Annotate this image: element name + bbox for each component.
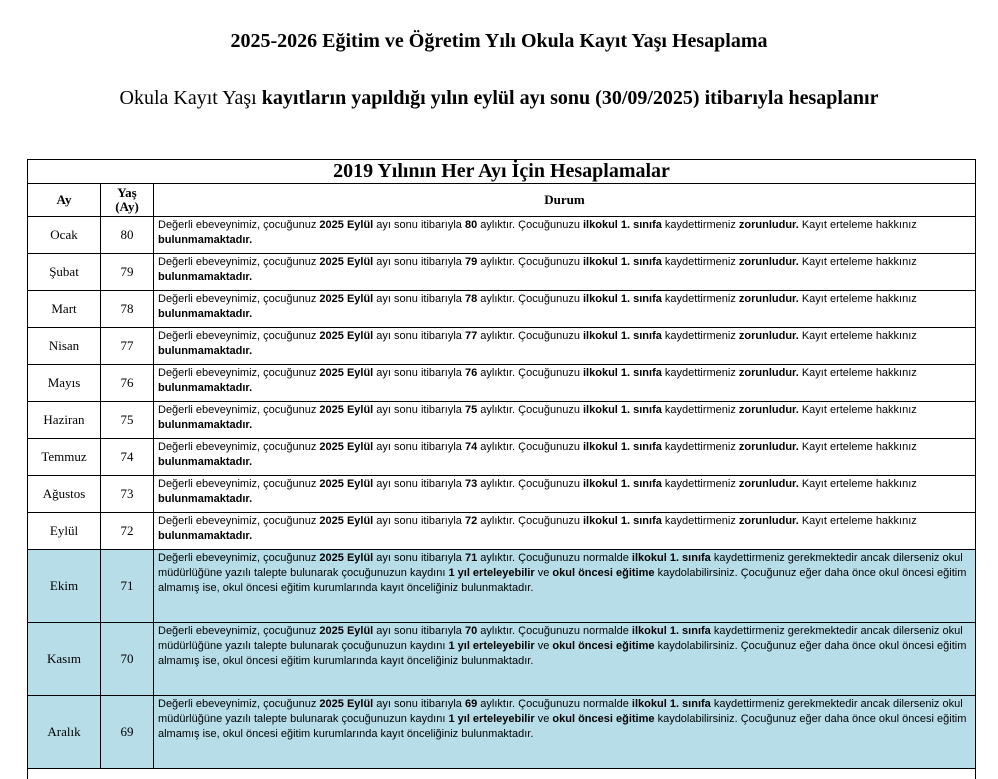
table-row-partial (28, 769, 976, 779)
status-text: ayı sonu itibarıyla (373, 293, 465, 305)
status-text: ayı sonu itibarıyla (373, 441, 465, 453)
table-row (28, 291, 976, 328)
status-text: kaydettirmeniz (662, 478, 739, 490)
status-text: Değerli ebeveynimiz, çocuğunuz (158, 515, 319, 527)
age-cell: 69 (101, 696, 154, 769)
status-text: zorunludur. (739, 515, 799, 527)
status-text: zorunludur. (739, 367, 799, 379)
status-age: 73 (465, 478, 477, 490)
status-text: Kayıt erteleme hakkınız (799, 256, 917, 268)
status-age: 71 (465, 552, 477, 564)
status-text: aylıktır. Çocuğunuzu (477, 515, 583, 527)
status-text: zorunludur. (739, 219, 799, 231)
status-age: 80 (465, 219, 477, 231)
age-cell: 79 (101, 254, 154, 291)
status-text: ilkokul 1. sınıfa (583, 441, 662, 453)
header-age-line2: (Ay) (115, 199, 139, 214)
status-text: 2025 Eylül (319, 478, 373, 490)
status-text: ilkokul 1. sınıfa (583, 515, 662, 527)
status-text: 2025 Eylül (319, 441, 373, 453)
status-text: ayı sonu itibarıyla (373, 552, 465, 564)
status-cell (154, 550, 976, 623)
month-cell: Eylül (28, 513, 101, 550)
age-cell: 72 (101, 513, 154, 550)
table-row (28, 328, 976, 365)
status-text: kaydettirmeniz (662, 404, 739, 416)
status-text: zorunludur. (739, 293, 799, 305)
status-text: Değerli ebeveynimiz, çocuğunuz (158, 478, 319, 490)
status-text: 2025 Eylül (319, 552, 373, 564)
status-text: ayı sonu itibarıyla (373, 330, 465, 342)
age-cell: 74 (101, 439, 154, 476)
table-row (28, 696, 976, 769)
header-age (101, 184, 154, 217)
status-text: aylıktır. Çocuğunuzu (477, 404, 583, 416)
status-text: bulunmamaktadır. (158, 382, 252, 394)
status-text: ayı sonu itibarıyla (373, 219, 465, 231)
table-row (28, 217, 976, 254)
status-cell (154, 402, 976, 439)
status-text: 2025 Eylül (319, 293, 373, 305)
status-text: zorunludur. (739, 478, 799, 490)
age-cell: 80 (101, 217, 154, 254)
status-text: kaydettirmeniz (662, 293, 739, 305)
status-text: Kayıt erteleme hakkınız (799, 367, 917, 379)
status-text: aylıktır. Çocuğunuzu (477, 293, 583, 305)
status-text: okul öncesi eğitime (552, 640, 654, 652)
header-month: Ay (28, 184, 101, 217)
status-text: 2025 Eylül (319, 367, 373, 379)
status-text: 2025 Eylül (319, 625, 373, 637)
table-row (28, 402, 976, 439)
table-row (28, 550, 976, 623)
status-text: 2025 Eylül (319, 698, 373, 710)
status-text: aylıktır. Çocuğunuzu normalde (477, 552, 632, 564)
month-cell: Kasım (28, 623, 101, 696)
status-text: aylıktır. Çocuğunuzu normalde (477, 625, 632, 637)
status-text: ilkokul 1. sınıfa (583, 330, 662, 342)
status-cell (154, 217, 976, 254)
status-age: 78 (465, 293, 477, 305)
status-text: bulunmamaktadır. (158, 493, 252, 505)
status-text: aylıktır. Çocuğunuzu (477, 219, 583, 231)
status-text: kaydettirmeniz gerekmektedir ancak dilerseniz okul müdürlüğüne yazılı talepte bulunarak çocuğunuzun kaydını (158, 625, 963, 652)
status-text: 2025 Eylül (319, 256, 373, 268)
status-cell (154, 365, 976, 402)
month-cell: Aralık (28, 696, 101, 769)
status-age: 72 (465, 515, 477, 527)
age-cell: 70 (101, 623, 154, 696)
status-text: bulunmamaktadır. (158, 234, 252, 246)
status-text: Değerli ebeveynimiz, çocuğunuz (158, 625, 319, 637)
month-cell: Mart (28, 291, 101, 328)
status-text: 2025 Eylül (319, 330, 373, 342)
status-text: okul öncesi eğitime (552, 713, 654, 725)
status-text: aylıktır. Çocuğunuzu (477, 478, 583, 490)
status-text: kaydettirmeniz gerekmektedir ancak dilerseniz okul müdürlüğüne yazılı talepte bulunarak çocuğunuzun kaydını (158, 552, 963, 579)
status-age: 79 (465, 256, 477, 268)
status-text: ayı sonu itibarıyla (373, 367, 465, 379)
status-age: 70 (465, 625, 477, 637)
age-cell: 73 (101, 476, 154, 513)
table-row (28, 439, 976, 476)
age-table (27, 159, 976, 779)
subtitle-bold: kayıtların yapıldığı yılın eylül ayı sonu (30/09/2025) itibarıyla hesaplanır (262, 87, 879, 109)
status-age: 77 (465, 330, 477, 342)
status-age: 69 (465, 698, 477, 710)
status-text: Değerli ebeveynimiz, çocuğunuz (158, 367, 319, 379)
status-text: bulunmamaktadır. (158, 345, 252, 357)
status-text: kaydettirmeniz (662, 367, 739, 379)
status-text: ilkokul 1. sınıfa (583, 256, 662, 268)
status-text: Kayıt erteleme hakkınız (799, 219, 917, 231)
status-text: ayı sonu itibarıyla (373, 698, 465, 710)
status-text: kaydettirmeniz (662, 441, 739, 453)
table-row (28, 365, 976, 402)
status-age: 76 (465, 367, 477, 379)
status-text: Değerli ebeveynimiz, çocuğunuz (158, 552, 319, 564)
status-text: Değerli ebeveynimiz, çocuğunuz (158, 256, 319, 268)
status-text: 1 yıl erteleyebilir (448, 713, 534, 725)
status-text: ilkokul 1. sınıfa (583, 478, 662, 490)
status-text: bulunmamaktadır. (158, 271, 252, 283)
header-status: Durum (154, 184, 976, 217)
status-text: ilkokul 1. sınıfa (583, 404, 662, 416)
table-row (28, 623, 976, 696)
status-text: zorunludur. (739, 404, 799, 416)
status-text: Değerli ebeveynimiz, çocuğunuz (158, 698, 319, 710)
month-cell: Temmuz (28, 439, 101, 476)
status-text: Kayıt erteleme hakkınız (799, 293, 917, 305)
status-text: ayı sonu itibarıyla (373, 515, 465, 527)
status-text: zorunludur. (739, 441, 799, 453)
table-row (28, 513, 976, 550)
status-text: 2025 Eylül (319, 219, 373, 231)
status-text: ayı sonu itibarıyla (373, 256, 465, 268)
status-age: 74 (465, 441, 477, 453)
table-caption: 2019 Yılının Her Ayı İçin Hesaplamalar (28, 160, 976, 184)
status-text: kaydolabilirsiniz. Çocuğunuz eğer daha önce okul öncesi eğitim almamış ise, okul öncesi eğitim kurumlarında kayıt önceliğiniz bulunmaktadır. (158, 640, 966, 667)
age-cell: 76 (101, 365, 154, 402)
status-text: Değerli ebeveynimiz, çocuğunuz (158, 441, 319, 453)
status-text: Değerli ebeveynimiz, çocuğunuz (158, 293, 319, 305)
status-text: bulunmamaktadır. (158, 456, 252, 468)
status-text: kaydolabilirsiniz. Çocuğunuz eğer daha önce okul öncesi eğitim almamış ise, okul öncesi eğitim kurumlarında kayıt önceliğiniz bulunmaktadır. (158, 567, 966, 594)
status-cell (154, 696, 976, 769)
status-text: bulunmamaktadır. (158, 530, 252, 542)
table-row (28, 254, 976, 291)
status-text: Kayıt erteleme hakkınız (799, 330, 917, 342)
status-text: Kayıt erteleme hakkınız (799, 441, 917, 453)
status-cell (154, 623, 976, 696)
month-cell: Ekim (28, 550, 101, 623)
status-age: 75 (465, 404, 477, 416)
status-text: bulunmamaktadır. (158, 308, 252, 320)
status-text: Değerli ebeveynimiz, çocuğunuz (158, 219, 319, 231)
status-text: ilkokul 1. sınıfa (583, 367, 662, 379)
status-text: bulunmamaktadır. (158, 419, 252, 431)
status-cell (154, 439, 976, 476)
age-cell: 78 (101, 291, 154, 328)
status-text: Kayıt erteleme hakkınız (799, 478, 917, 490)
month-cell: Ağustos (28, 476, 101, 513)
status-text: ilkokul 1. sınıfa (632, 698, 711, 710)
month-cell: Ocak (28, 217, 101, 254)
status-text: ilkokul 1. sınıfa (632, 552, 711, 564)
page-title: 2025-2026 Eğitim ve Öğretim Yılı Okula Kayıt Yaşı Hesaplama (0, 30, 998, 53)
status-text: ayı sonu itibarıyla (373, 404, 465, 416)
page-subtitle (0, 87, 998, 110)
header-age-line1: Yaş (117, 185, 137, 200)
status-text: 1 yıl erteleyebilir (448, 640, 534, 652)
status-text: kaydettirmeniz (662, 515, 739, 527)
status-text: aylıktır. Çocuğunuzu (477, 367, 583, 379)
status-text: ilkokul 1. sınıfa (632, 625, 711, 637)
status-text: aylıktır. Çocuğunuzu (477, 441, 583, 453)
status-text: ilkokul 1. sınıfa (583, 219, 662, 231)
status-text: Değerli ebeveynimiz, çocuğunuz (158, 404, 319, 416)
status-text: zorunludur. (739, 330, 799, 342)
status-text: kaydettirmeniz (662, 219, 739, 231)
status-text: ve (535, 640, 553, 652)
status-text: okul öncesi eğitime (552, 567, 654, 579)
status-text: zorunludur. (739, 256, 799, 268)
partial-cell (28, 769, 976, 779)
age-cell: 75 (101, 402, 154, 439)
status-text: aylıktır. Çocuğunuzu (477, 330, 583, 342)
status-text: 2025 Eylül (319, 515, 373, 527)
status-text: kaydettirmeniz (662, 330, 739, 342)
status-text: kaydolabilirsiniz. Çocuğunuz eğer daha önce okul öncesi eğitim almamış ise, okul öncesi eğitim kurumlarında kayıt önceliğiniz bulunmaktadır. (158, 713, 966, 740)
month-cell: Nisan (28, 328, 101, 365)
age-cell: 77 (101, 328, 154, 365)
status-text: ayı sonu itibarıyla (373, 625, 465, 637)
month-cell: Mayıs (28, 365, 101, 402)
month-cell: Şubat (28, 254, 101, 291)
status-text: Değerli ebeveynimiz, çocuğunuz (158, 330, 319, 342)
status-cell (154, 513, 976, 550)
status-text: aylıktır. Çocuğunuzu normalde (477, 698, 632, 710)
subtitle-normal: Okula Kayıt Yaşı (120, 87, 262, 109)
status-cell (154, 328, 976, 365)
status-cell (154, 476, 976, 513)
status-text: ve (535, 713, 553, 725)
table-row (28, 476, 976, 513)
status-text: Kayıt erteleme hakkınız (799, 404, 917, 416)
status-text: kaydettirmeniz gerekmektedir ancak dilerseniz okul müdürlüğüne yazılı talepte bulunarak çocuğunuzun kaydını (158, 698, 963, 725)
status-text: ve (535, 567, 553, 579)
status-text: kaydettirmeniz (662, 256, 739, 268)
status-text: 2025 Eylül (319, 404, 373, 416)
status-cell (154, 291, 976, 328)
status-cell (154, 254, 976, 291)
age-cell: 71 (101, 550, 154, 623)
status-text: Kayıt erteleme hakkınız (799, 515, 917, 527)
month-cell: Haziran (28, 402, 101, 439)
status-text: aylıktır. Çocuğunuzu (477, 256, 583, 268)
status-text: ayı sonu itibarıyla (373, 478, 465, 490)
status-text: ilkokul 1. sınıfa (583, 293, 662, 305)
status-text: 1 yıl erteleyebilir (448, 567, 534, 579)
